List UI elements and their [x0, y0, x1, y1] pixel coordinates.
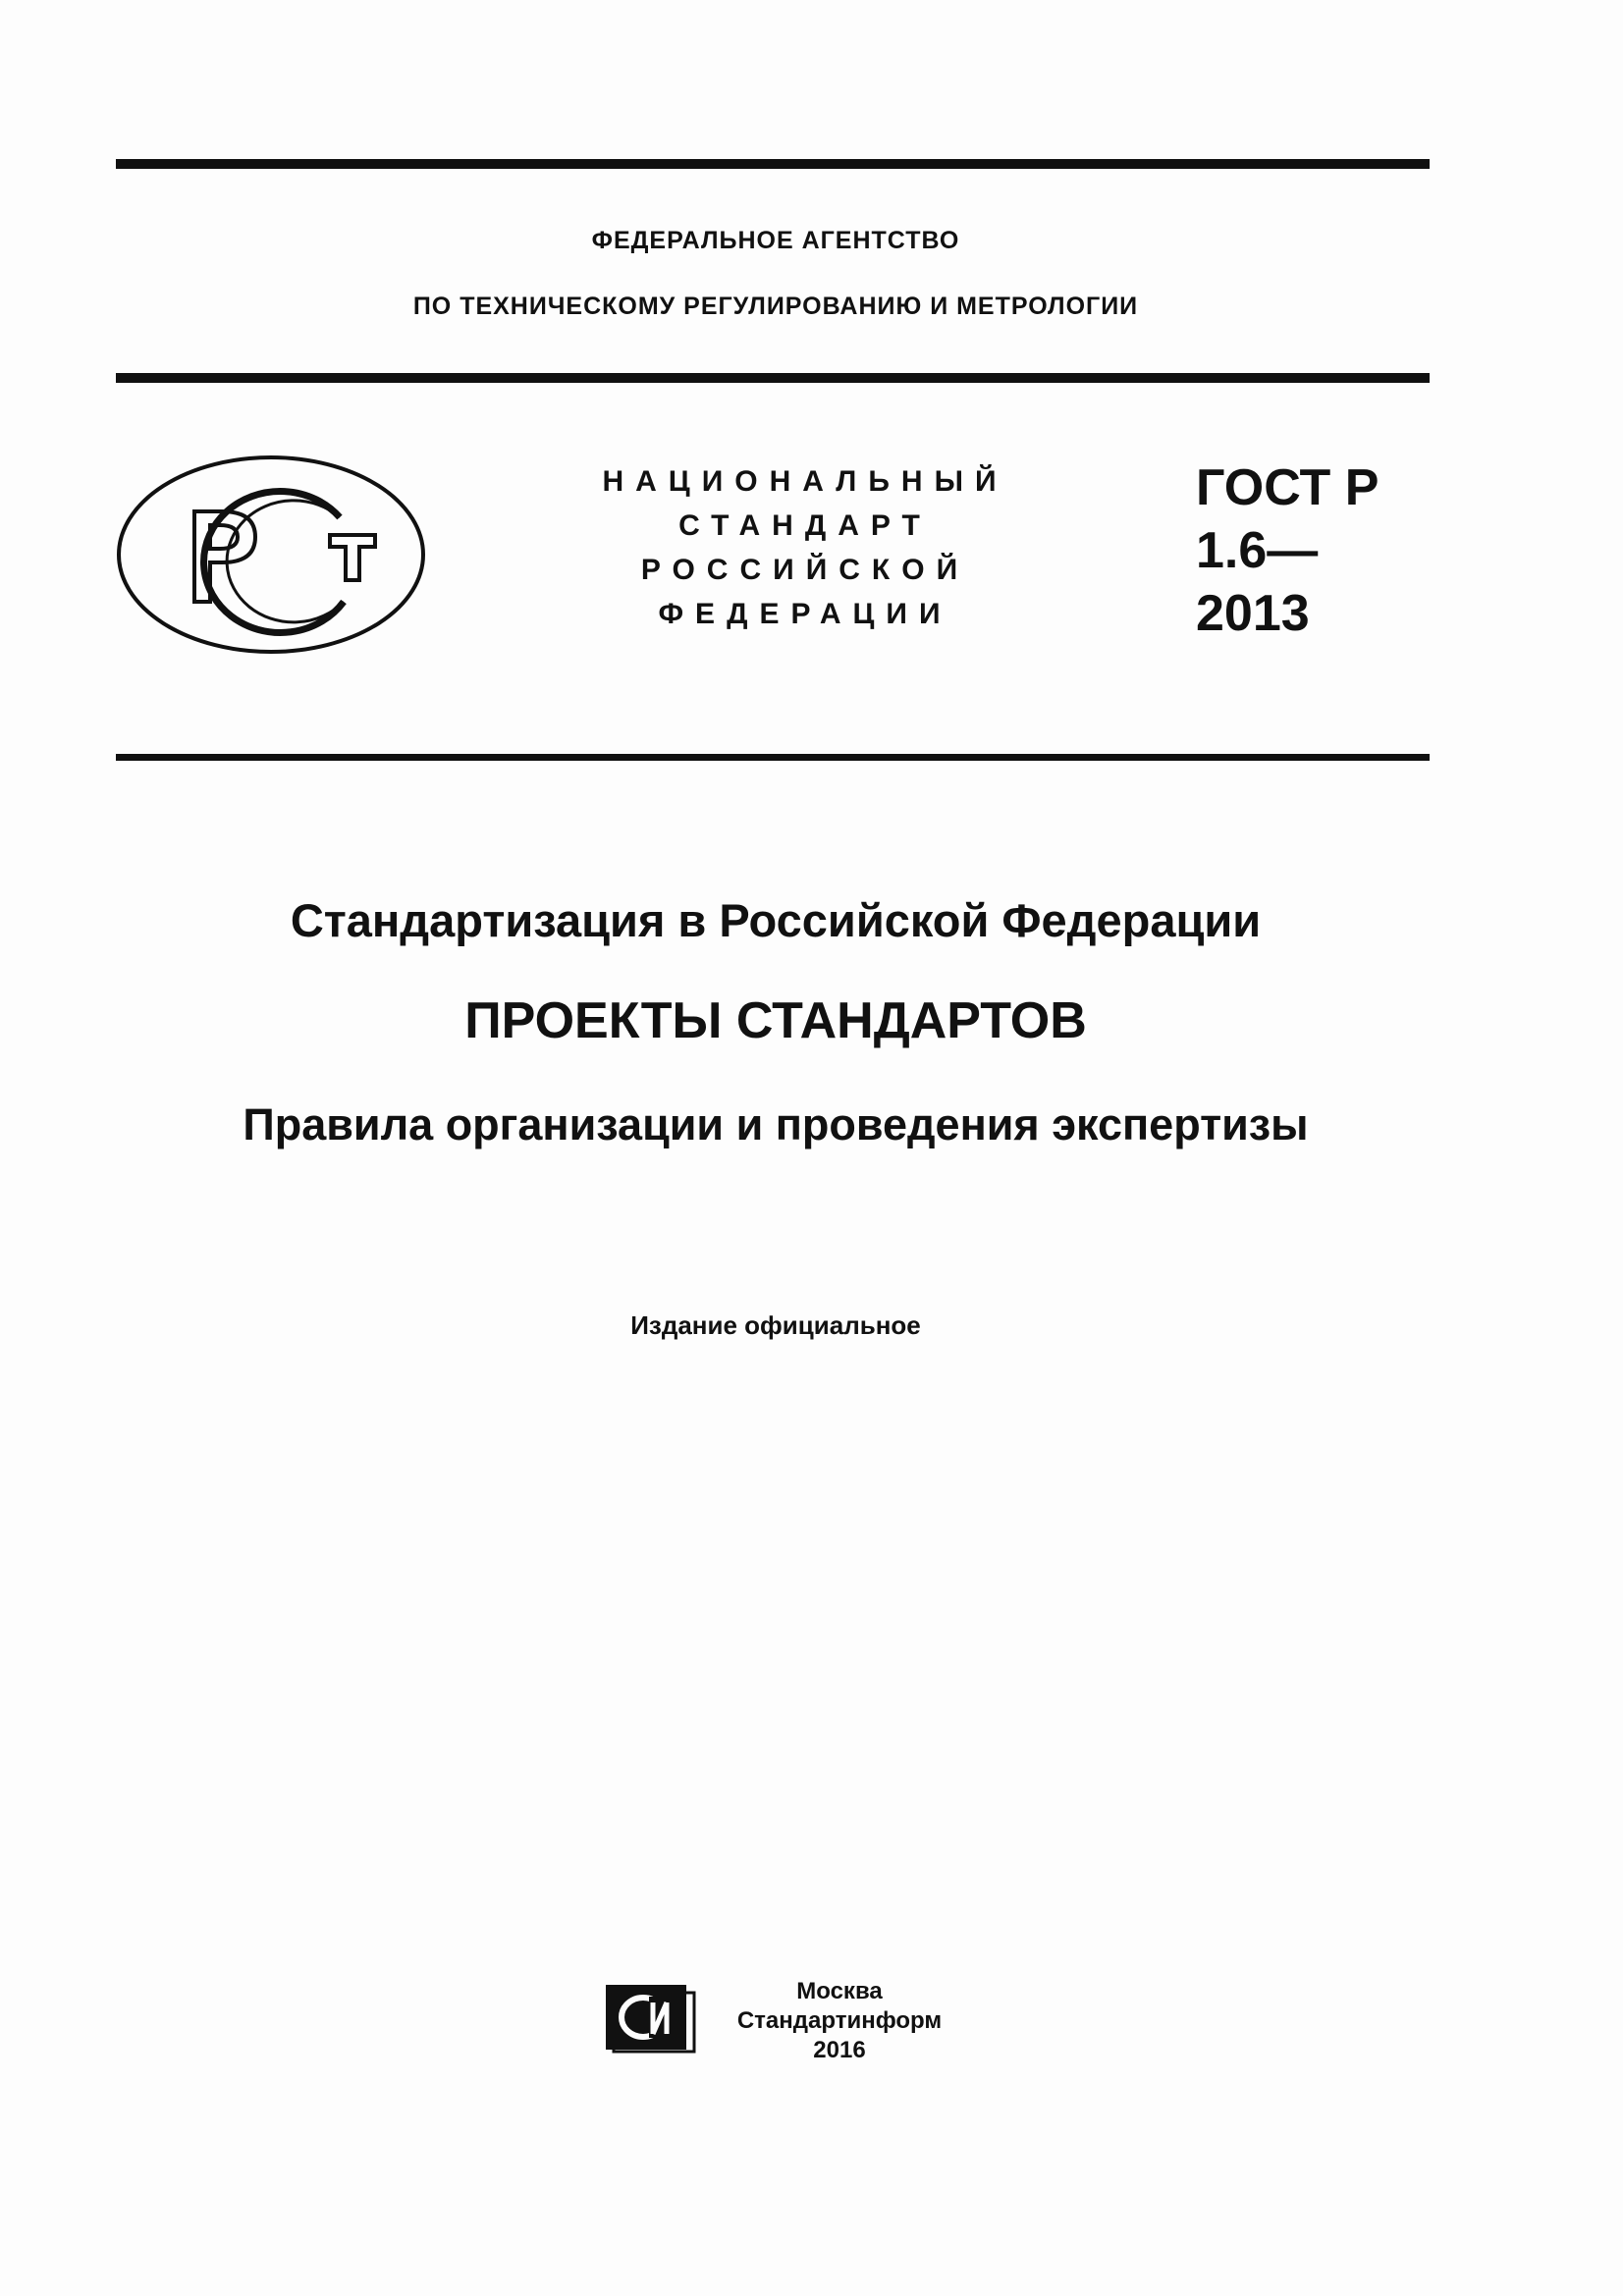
national-standard-line: ФЕДЕРАЦИИ [658, 598, 952, 630]
imprint-year: 2016 [813, 2037, 866, 2063]
agency-name-line-2: ПО ТЕХНИЧЕСКОМУ РЕГУЛИРОВАНИЮ И МЕТРОЛОГИИ [412, 293, 1139, 320]
document-title: Стандартизация в Российской Федерации [290, 894, 1262, 946]
national-standard-line: РОССИЙСКОЙ [640, 554, 970, 586]
agency-name-line-1: ФЕДЕРАЛЬНОЕ АГЕНТСТВО [591, 227, 960, 254]
gost-designation-line-3: 2013 [1196, 585, 1310, 642]
edition-label: Издание официальное [630, 1310, 921, 1340]
document-title-caps: ПРОЕКТЫ СТАНДАРТОВ [464, 992, 1087, 1049]
national-standard-line: СТАНДАРТ [678, 509, 932, 542]
document-subtitle: Правила организации и проведения экспертизы [243, 1099, 1309, 1149]
national-standard-line: НАЦИОНАЛЬНЫЙ [602, 465, 1008, 498]
gost-designation-line-1: ГОСТ Р [1196, 459, 1380, 516]
rst-certification-logo [116, 454, 426, 655]
imprint-publisher: Стандартинформ [736, 2007, 943, 2034]
title-rule [116, 754, 1430, 761]
top-rule [116, 159, 1430, 169]
gost-designation-line-2: 1.6— [1196, 522, 1319, 579]
national-standard-label [550, 459, 1060, 636]
header-rule [116, 373, 1430, 383]
imprint-city: Москва [796, 1978, 883, 2004]
standartinform-logo [604, 1979, 702, 2056]
imprint [722, 1977, 957, 2065]
gost-designation [1196, 456, 1379, 645]
